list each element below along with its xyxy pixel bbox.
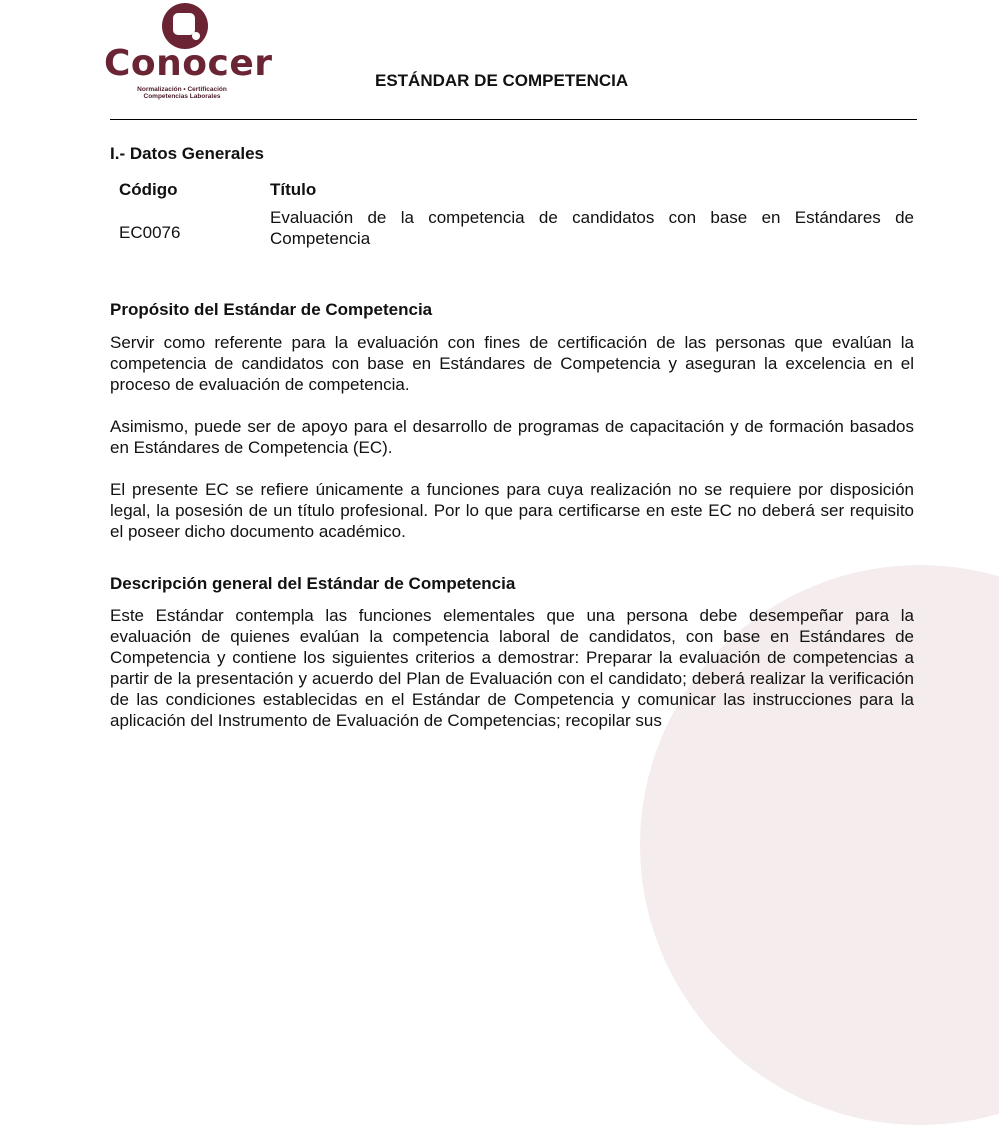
header-divider: [110, 119, 917, 120]
logo-wordmark: Conocer: [104, 43, 273, 84]
logo-tagline: Normalización • Certificación: [137, 86, 227, 93]
proposito-paragraph: El presente EC se refiere únicamente a funciones para cuya realización no se requiere por disposición legal, la posesión de un título profesional. Por lo que para certificarse en este EC no deberá ser requisito el poseer dicho documento académico.: [110, 480, 914, 541]
conocer-logo: [104, 2, 273, 102]
column-header-codigo: Código: [119, 180, 178, 199]
standard-code: EC0076: [119, 223, 181, 242]
standard-title: Evaluación de la competencia de candidatos con base en Estándares de Competencia: [270, 208, 914, 248]
descripcion-paragraph: Este Estándar contempla las funciones elementales que una persona debe desempeñar para la evaluación de quienes evalúan la competencia laboral de candidatos, con base en Estándares de Competencia y contiene los siguientes criterios a demostrar: Preparar la evaluación de competencias a partir de la presentación y acuerdo del Plan de Evaluación con el candidato; deberá realizar la verificación de las condiciones establecidas en el Estándar de Competencia y comunicar las instrucciones para la aplicación del Instrumento de Evaluación de Competencias; recopilar sus: [110, 606, 914, 730]
column-header-titulo: Título: [270, 180, 317, 199]
logo-tagline: Competencias Laborales: [143, 93, 221, 100]
proposito-paragraph: Servir como referente para la evaluación con fines de certificación de las personas que evalúan la competencia de candidatos con base en Estándares de Competencia y aseguran la excelencia en el proceso de evaluación de competencia.: [110, 333, 914, 394]
section-heading-datos-generales: I.- Datos Generales: [110, 144, 265, 163]
section-heading-descripcion: Descripción general del Estándar de Competencia: [110, 574, 516, 593]
section-heading-proposito: Propósito del Estándar de Competencia: [110, 300, 433, 319]
proposito-paragraph: Asimismo, puede ser de apoyo para el desarrollo de programas de capacitación y de formación basados en Estándares de Competencia (EC).: [110, 417, 914, 457]
page-title: ESTÁNDAR DE COMPETENCIA: [375, 71, 629, 90]
